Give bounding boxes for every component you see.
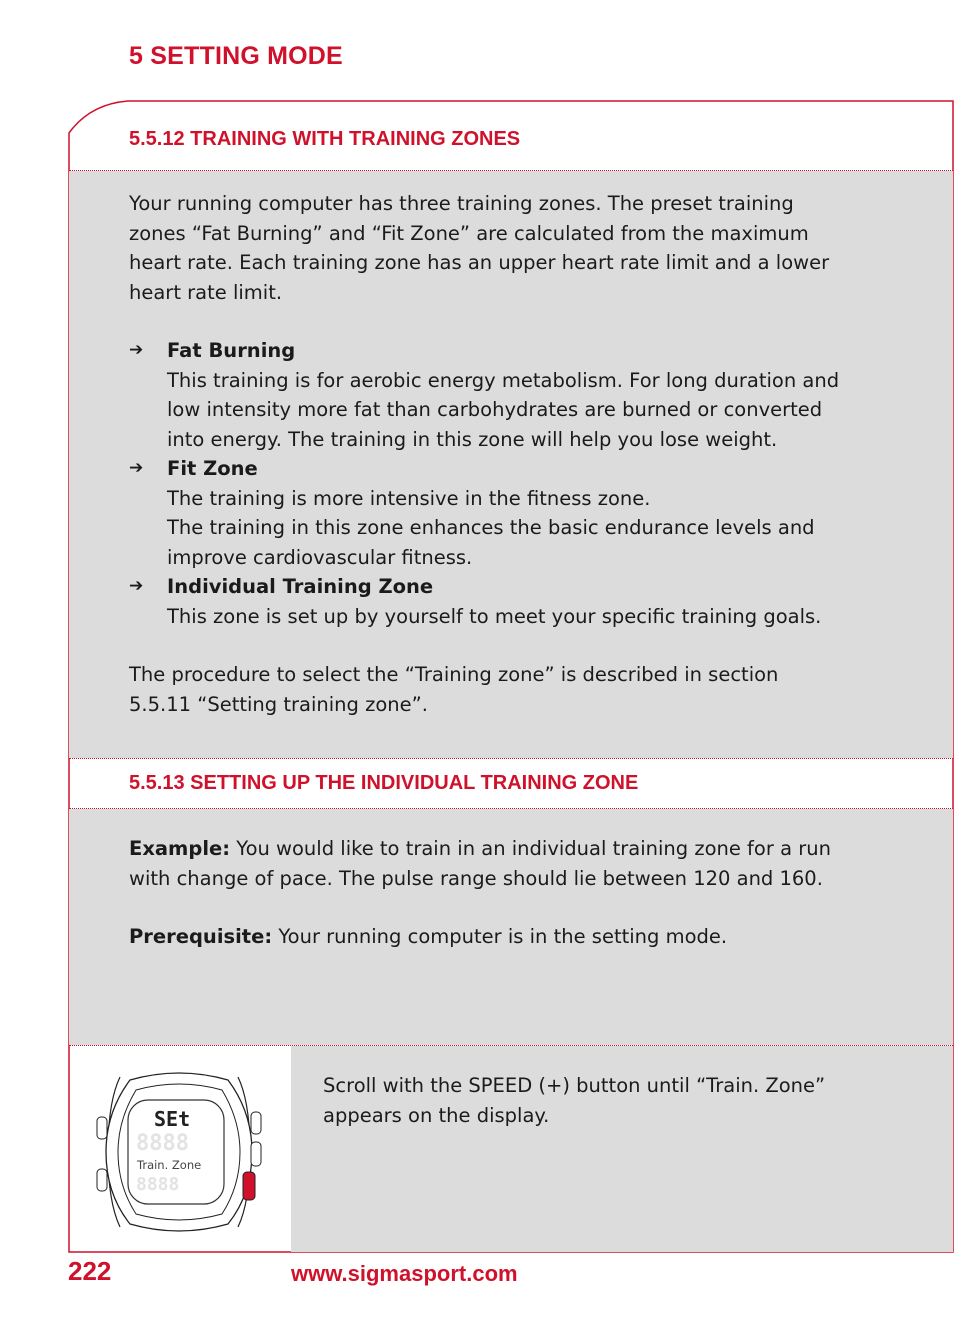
text-line: low intensity more fat than carbohydrates are burned or converted <box>167 398 823 421</box>
text-line: improve cardiovascular fitness. <box>167 545 473 569</box>
example-text: You would like to train in an individual training zone for a run <box>230 837 831 860</box>
display-digits-bottom: 8888 <box>136 1174 180 1195</box>
arrow-icon: ➔ <box>129 576 144 596</box>
watch-illustration <box>94 1072 264 1232</box>
footer-url: www.sigmasport.com <box>291 1261 518 1286</box>
prerequisite-text: Your running computer is in the setting mode. <box>272 925 728 948</box>
prerequisite-label: Prerequisite: <box>129 925 273 948</box>
text-line: Your running computer has three training zones. The preset training <box>129 192 794 215</box>
section-heading-training-zones: 5.5.12 TRAINING WITH TRAINING ZONES <box>129 128 521 150</box>
text-line: 5.5.11 “Setting training zone”. <box>129 692 428 716</box>
text-line: into energy. The training in this zone will help you lose weight. <box>167 427 778 451</box>
example-paragraph <box>129 834 889 893</box>
zone-title: Fit Zone <box>167 457 258 480</box>
text-line: The procedure to select the “Training zone” is described in section <box>129 663 779 686</box>
page-number: 222 <box>68 1256 112 1286</box>
text-line: heart rate limit. <box>129 280 283 304</box>
zone-description <box>167 366 887 455</box>
prerequisite-paragraph <box>129 922 889 952</box>
arrow-icon: ➔ <box>129 340 144 360</box>
section-heading-individual-zone: 5.5.13 SETTING UP THE INDIVIDUAL TRAINING ZONE <box>129 772 639 794</box>
divider <box>69 758 953 759</box>
arrow-icon: ➔ <box>129 458 144 478</box>
display-mode-text: SEt <box>154 1107 191 1131</box>
text-line: The training is more intensive in the fitness zone. <box>167 486 651 510</box>
text-line: appears on the display. <box>323 1103 550 1127</box>
zone-title: Individual Training Zone <box>167 575 434 598</box>
text-line <box>129 834 889 864</box>
text-line: The training in this zone enhances the basic endurance levels and <box>167 516 815 539</box>
intro-paragraph <box>129 189 889 307</box>
text-line: heart rate. Each training zone has an upper heart rate limit and a lower <box>129 251 830 274</box>
text-line: with change of pace. The pulse range should lie between 120 and 160. <box>129 866 823 890</box>
text-line: Scroll with the SPEED (+) button until “Train. Zone” <box>323 1074 826 1097</box>
text-line: zones “Fat Burning” and “Fit Zone” are calculated from the maximum <box>129 221 809 245</box>
example-label: Example: <box>129 837 231 860</box>
outro-paragraph <box>129 660 889 719</box>
chapter-title: 5 SETTING MODE <box>129 42 343 70</box>
zone-description <box>167 602 887 632</box>
text-line: This training is for aerobic energy metabolism. For long duration and <box>167 368 840 392</box>
display-menu-text: Train. Zone <box>137 1158 202 1172</box>
zone-title: Fat Burning <box>167 339 296 362</box>
display-digits: 8888 <box>136 1131 189 1156</box>
text-line: This zone is set up by yourself to meet your specific training goals. <box>167 604 822 628</box>
zone-description <box>167 484 887 573</box>
step-instruction <box>323 1071 923 1130</box>
